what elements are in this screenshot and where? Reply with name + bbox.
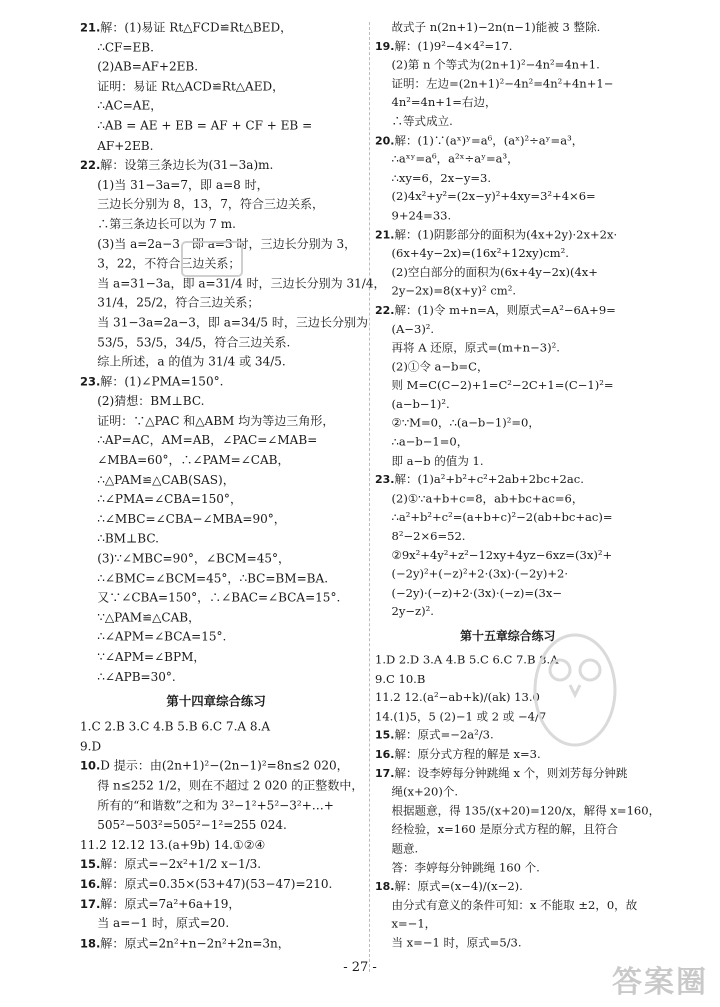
answer-text: 则 M=C(C−2)+1=C²−2C+1=(C−1)²= — [391, 378, 614, 392]
answer-text: (2)AB=AF+2EB. — [97, 59, 199, 74]
answer-line — [80, 215, 352, 235]
answer-text: ∴AP=AC，AM=AB，∠PAC=∠MAB= — [97, 432, 318, 448]
answer-text: ∴∠PMA=∠CBA=150°， — [97, 491, 242, 507]
answer-text: ∴∠BMC=∠BCM=45°，∴BC=BM=BA. — [97, 570, 329, 585]
answer-text: 解：(1)∵(aˣ)ʸ=a⁶，(aˣ)²÷aʸ=a³， — [394, 132, 584, 147]
question-number: 15. — [80, 857, 101, 872]
answer-line — [375, 301, 641, 320]
answer-text: 答：李婷每分钟跳绳 160 个. — [391, 860, 540, 874]
answer-text: (2)第 n 个等式为(2n+1)²−4n²=4n+1. — [391, 57, 600, 72]
answer-text: (2)①令 a−b=C， — [391, 359, 489, 374]
answer-line — [375, 915, 641, 934]
answer-line — [375, 188, 641, 207]
answer-text: 当 x=−1 时，原式=5/3. — [391, 935, 522, 950]
answer-text: ∠MBA=60°，∴∠PAM=∠CAB， — [97, 452, 290, 467]
answer-text: 解：(1)9²−4×4²=17. — [394, 38, 513, 53]
answer-line — [80, 757, 352, 777]
answer-text: 505²−503²=505²−1²=255 024. — [97, 817, 287, 832]
question-number: 23. — [375, 473, 395, 487]
answer-text: 31/4，25/2，符合三边关系； — [97, 295, 260, 310]
question-number: 17. — [80, 897, 101, 911]
answer-text: (2)4x²+y²=(2x−y)²+4xy=3²+4×6= — [391, 189, 596, 204]
answer-line — [80, 333, 352, 353]
answer-text: 4n²=4n+1=右边， — [391, 95, 497, 110]
question-number: 23. — [80, 374, 101, 389]
answer-line — [375, 934, 641, 953]
answer-line — [80, 411, 352, 431]
answer-line — [375, 320, 641, 339]
answer-line — [375, 471, 641, 490]
question-number: 21. — [375, 228, 395, 242]
answer-text: AF+2EB. — [97, 137, 154, 153]
answer-text: ∴第三条边长可以为 7 m. — [97, 216, 236, 231]
answer-line — [80, 156, 352, 176]
answer-line — [375, 584, 641, 603]
answer-line — [375, 896, 641, 915]
answer-text: 8²−2×6=52. — [391, 529, 466, 543]
question-number: 15. — [375, 728, 395, 742]
answer-text: 得 n≤252 1/2，则在不超过 2 020 的正整数中， — [97, 778, 364, 793]
answer-text: 即 a−b 的值为 1. — [391, 453, 484, 468]
answer-line — [375, 282, 641, 301]
question-number: 21. — [80, 20, 101, 35]
section-title: 第十四章综合练习 — [166, 695, 266, 710]
answer-line — [375, 263, 641, 282]
section-title: 第十五章综合练习 — [460, 629, 556, 644]
answer-text: 经检验，x=160 是原分式方程的解，且符合 — [391, 822, 618, 837]
answer-line — [80, 490, 352, 510]
answer-line — [375, 839, 641, 858]
answer-line — [80, 392, 352, 412]
answer-line — [80, 628, 352, 648]
answer-text: 证明：易证 Rt△ACD≌Rt△AED， — [97, 78, 285, 94]
answer-text: 又∵∠CBA=150°，∴∠BAC=∠BCA=15°. — [97, 590, 341, 605]
answer-text: 再将 A 还原，原式=(m+n−3)². — [391, 340, 560, 355]
answer-line — [375, 565, 641, 584]
owl-watermark-icon — [515, 620, 635, 770]
page-number: - 27 - — [343, 960, 377, 975]
stamp-mark — [180, 236, 250, 286]
answer-line — [80, 77, 352, 97]
answer-line — [375, 244, 641, 263]
watermark-logo: 答案圈 — [612, 965, 708, 1000]
answer-text: (3)∵∠MBC=90°，∠BCM=45°， — [97, 550, 291, 566]
left-column — [80, 18, 386, 953]
answer-line — [80, 510, 352, 530]
answer-text: 9.D — [80, 738, 102, 754]
answer-line — [80, 195, 352, 215]
answer-line — [375, 508, 641, 527]
answer-line — [80, 914, 352, 934]
answer-text: 解：原式=2n²+n−2n²+2n=3n， — [100, 935, 290, 950]
question-number: 16. — [80, 877, 101, 891]
answer-text: ∴△PAM≌△CAB(SAS)， — [97, 472, 235, 487]
answer-line — [375, 150, 641, 169]
answer-text: ②9x²+4y²+z²−12xy+4yz−6xz=(3x)²+ — [391, 547, 613, 562]
answer-text: 11.2 12.(a²−ab+k)/(ak) 13.0 — [375, 690, 540, 705]
answer-text: ∴a²+b²+c²=(a+b+c)²−2(ab+bc+ac)= — [391, 510, 613, 524]
answer-line — [80, 529, 352, 549]
answer-text: 绳(x+20)个. — [391, 784, 459, 799]
answer-line — [375, 225, 641, 244]
answer-line — [80, 38, 352, 58]
question-number: 22. — [375, 303, 395, 317]
answer-text: 解：(1)∠PMA=150°. — [100, 373, 224, 389]
answer-line — [80, 737, 352, 757]
answer-line — [375, 75, 641, 94]
answer-text: 解：设李婷每分钟跳绳 x 个，则刘芳每分钟跳 — [394, 765, 628, 780]
question-number: 16. — [375, 747, 395, 761]
answer-line — [375, 414, 641, 433]
answer-text: 证明：∵△PAC 和△ABM 均为等边三角形， — [97, 413, 335, 428]
answer-text: 所有的“和谐数”之和为 3²−1²+5²−3²+…+ — [97, 797, 334, 813]
answer-text: 9.C 10.B — [375, 671, 426, 686]
answer-text: 解：(1)阴影部分的面积为(4x+2y)·2x+2x· — [394, 227, 618, 242]
answer-line — [375, 783, 641, 802]
answer-line — [375, 93, 641, 112]
answer-line — [375, 169, 641, 188]
answer-text: 2y−2x)=8(x+y)² cm². — [391, 283, 516, 298]
answer-text: (A−3)². — [391, 321, 435, 336]
answer-line — [80, 352, 352, 372]
answer-text: 题意. — [391, 841, 419, 855]
answer-text: 1.C 2.B 3.C 4.B 5.B 6.C 7.A 8.A — [80, 719, 271, 734]
answer-text: ②∵M=0，∴(a−b−1)²=0， — [391, 415, 540, 430]
answer-line — [80, 549, 352, 569]
question-number: 17. — [375, 766, 395, 780]
answer-line — [80, 816, 352, 836]
answer-text: 证明：左边=(2n+1)²−4n²=4n²+4n+1− — [391, 76, 614, 91]
answer-line — [375, 877, 641, 896]
answer-line — [375, 858, 641, 877]
answer-line — [375, 18, 641, 37]
answer-line — [80, 934, 352, 954]
answer-line — [80, 569, 352, 589]
answer-text: 由分式有意义的条件可知：x 不能取 ±2，0，故 — [391, 897, 638, 912]
answer-line — [80, 470, 352, 490]
answer-text: 53/5，53/5，34/5，符合三边关系. — [97, 334, 291, 349]
answer-text: 解：原式=7a²+6a+19， — [100, 896, 241, 911]
answer-text: (2)空白部分的面积为(6x+4y−2x)(4x+ — [391, 265, 598, 279]
answer-text: 解：原式=0.35×(53+47)(53−47)=210. — [100, 876, 333, 891]
answer-line — [80, 667, 352, 687]
answer-text: ∴a−b−1=0， — [391, 434, 469, 449]
answer-line — [80, 588, 352, 608]
answer-text: (a−b−1)². — [391, 397, 450, 411]
answer-line — [375, 489, 641, 508]
answer-line — [375, 37, 641, 56]
answer-text: 当 a=31−3a，即 a=31/4 时，三边长分别为 31/4， — [97, 275, 386, 290]
right-column — [375, 18, 661, 953]
answer-text: 根据题意，得 135/(x+20)=120/x，解得 x=160， — [391, 803, 661, 818]
answer-text: 1.D 2.D 3.A 4.B 5.C 6.C 7.B 8.A — [375, 652, 559, 667]
answer-text: (2)猜想：BM⊥BC. — [97, 393, 205, 408]
answer-text: (1)当 31−3a=7，即 a=8 时， — [97, 177, 269, 192]
answer-line — [80, 894, 352, 914]
answer-line — [375, 56, 641, 75]
answer-text: 解：原式=(x−4)/(x−2). — [394, 878, 523, 893]
answer-line — [375, 802, 661, 821]
answer-line — [375, 603, 641, 622]
answer-line — [80, 313, 369, 333]
answer-line — [375, 357, 641, 376]
answer-line — [375, 821, 641, 840]
answer-text: 11.2 12.12 13.(a+9b) 14.①②④ — [80, 837, 266, 852]
answer-line — [80, 608, 352, 628]
answer-text: ∵△PAM≌△CAB， — [97, 609, 201, 625]
answer-text: ∴aˣʸ=a⁶，a²ˣ÷aʸ=a³， — [391, 151, 519, 166]
answer-text: 解：设第三条边长为(31−3a)m. — [100, 157, 274, 172]
answer-text: 解：原式=−2x²+1/2 x−1/3. — [100, 856, 262, 872]
answer-line — [80, 451, 352, 471]
answer-line — [80, 293, 352, 313]
answer-line — [375, 339, 641, 358]
answer-line — [375, 546, 641, 565]
answer-line — [80, 835, 352, 855]
answer-text: ∴xy=6，2x−y=3. — [391, 170, 492, 185]
question-number: 19. — [375, 39, 395, 53]
answer-text: ∴∠APB=30°. — [97, 668, 176, 684]
answer-text: ∵∠APM=∠BPM， — [97, 649, 206, 664]
question-number: 18. — [375, 879, 395, 893]
answer-line — [375, 112, 641, 131]
answer-text: ∴CF=EB. — [97, 39, 154, 54]
answer-text: 综上所述，a 的值为 31/4 或 34/5. — [97, 354, 286, 369]
answer-text: 3，22，不符合三边关系； — [97, 255, 241, 271]
answer-text: (−2y)²+(−z)²+2·(3x)·(−2y)+2· — [391, 566, 569, 581]
answer-text: 2y−z)². — [391, 604, 434, 619]
question-number: 10. — [80, 759, 101, 773]
answer-text: (−2y)·(−z)+2·(3x)·(−z)=(3x− — [391, 585, 562, 600]
question-number: 18. — [80, 936, 101, 950]
answer-line — [80, 136, 352, 156]
answer-text: 解：(1)令 m+n=A，则原式=A²−6A+9= — [394, 302, 616, 317]
answer-text: (2)①∵a+b+c=8，ab+bc+ac=6， — [391, 491, 584, 506]
answer-text: 解：原分式方程的解是 x=3. — [394, 746, 541, 761]
question-number: 20. — [375, 133, 395, 147]
answer-text: ∴∠MBC=∠CBA−∠MBA=90°， — [97, 511, 286, 526]
answer-line — [80, 18, 352, 38]
question-number: 22. — [80, 158, 101, 172]
answer-line — [80, 116, 352, 136]
answer-line — [80, 372, 352, 392]
answer-text: 14.(1)5，5 (2)−1 或 2 或 −4/7 — [375, 709, 547, 723]
answer-line — [375, 376, 641, 395]
answer-text: 解：(1)易证 Rt△FCD≌Rt△BED， — [100, 19, 293, 35]
answer-text: 当 a=−1 时，原式=20. — [97, 915, 230, 931]
answer-line — [80, 175, 352, 195]
answer-text: ∴AB = AE + EB = AF + CF + EB = — [97, 118, 313, 133]
answer-text: ∴AC=AE， — [97, 98, 163, 113]
answer-line — [80, 855, 352, 875]
answer-line — [80, 57, 352, 77]
answer-text: ∴∠APM=∠BCA=15°. — [97, 629, 227, 644]
answer-line — [80, 875, 352, 895]
answer-text: (3)当 a=2a−3，即 a=3 时，三边长分别为 3， — [97, 236, 357, 251]
answer-line — [375, 131, 641, 150]
answer-line — [80, 647, 352, 667]
answer-text: 解：(1)a²+b²+c²+2ab+2bc+2ac. — [394, 472, 584, 487]
answer-text: 故式子 n(2n+1)−2n(n−1)能被 3 整除. — [391, 19, 601, 34]
answer-text: 解：原式=−2a²/3. — [394, 728, 494, 742]
answer-text: 9+24=33. — [391, 208, 452, 223]
answer-text: x=−1， — [391, 916, 437, 931]
answer-text: ∴等式成立. — [391, 114, 453, 128]
answer-text: 当 31−3a=2a−3，即 a=34/5 时，三边长分别为 — [97, 314, 369, 330]
answer-line — [375, 452, 641, 471]
answer-line — [375, 395, 641, 414]
answer-line — [80, 717, 352, 737]
answer-text: D 提示：由(2n+1)²−(2n−1)²=8n≤2 020， — [100, 758, 349, 773]
column-divider — [369, 22, 370, 972]
answer-text: ∴BM⊥BC. — [97, 531, 159, 546]
answer-text: (6x+4y−2x)=(16x²+12xy)cm². — [391, 246, 569, 260]
answer-line — [375, 207, 641, 226]
answer-text: 三边长分别为 8，13，7，符合三边关系， — [97, 196, 325, 212]
answer-line — [375, 433, 641, 452]
answer-line — [80, 796, 352, 816]
answer-line — [80, 97, 352, 117]
answer-line — [80, 776, 364, 796]
answer-line — [375, 527, 641, 546]
answer-line — [80, 431, 352, 451]
